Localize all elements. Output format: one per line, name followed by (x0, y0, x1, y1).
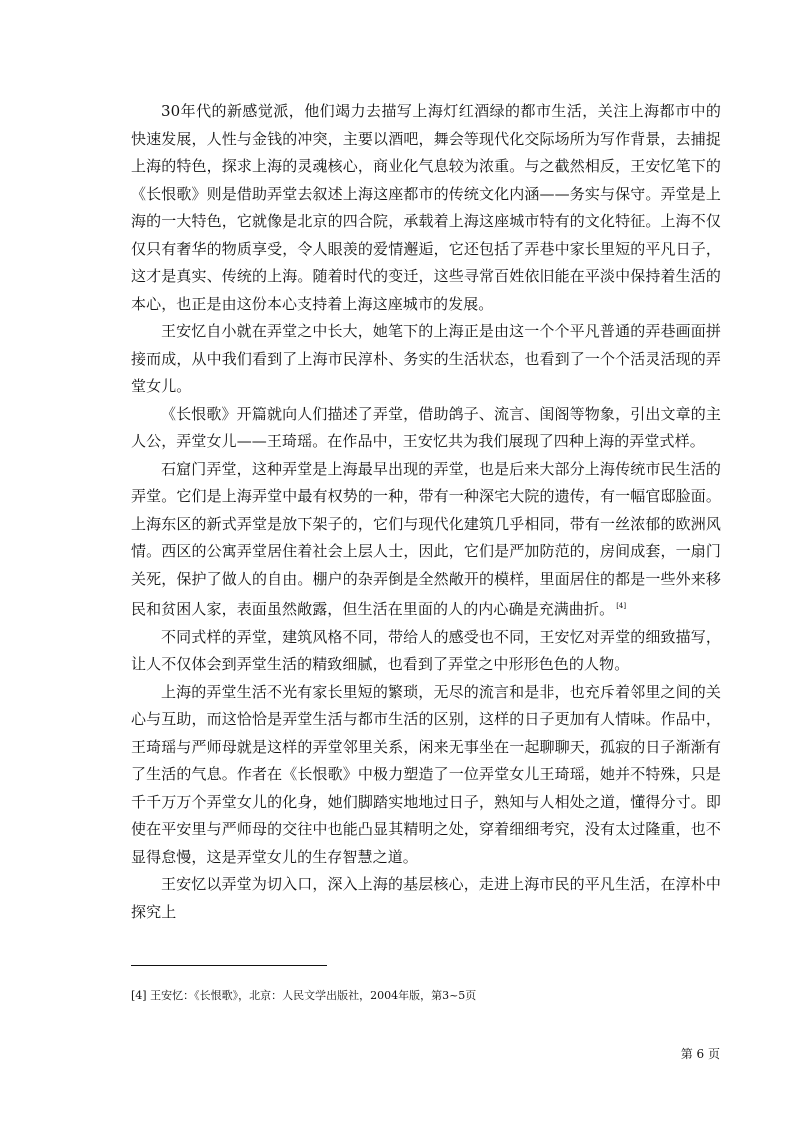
footnote-reference: [4] (616, 602, 627, 610)
paragraph-2: 王安忆自小就在弄堂之中长大，她笔下的上海正是由这一个个平凡普通的弄巷画面拼接而成，从中我们看到了上海市民淳朴、务实的生活状态，也看到了一个个活灵活现的弄堂女儿。 (131, 322, 721, 395)
body-text (131, 98, 721, 926)
paragraph-6: 上海的弄堂生活不光有家长里短的繁琐，无尽的流言和是非，也充斥着邻里之间的关心与互助，而这恰恰是弄堂生活与都市生活的区别，这样的日子更加有人情味。作品中，王琦瑶与严师母就是这样的弄堂邻里关系，闲来无事坐在一起聊聊天，孤寂的日子渐渐有了生活的气息。作者在《长恨歌》中极力塑造了一位弄堂女儿王琦瑶，她并不特殊，只是千千万万个弄堂女儿的化身，她们脚踏实地地过日子，熟知与人相处之道，懂得分寸。即使在平安里与严师母的交往中也能凸显其精明之处，穿着细细考究，没有太过隆重，也不显得怠慢，这是弄堂女儿的生存智慧之道。 (131, 682, 721, 866)
paragraph-1: 30年代的新感觉派，他们竭力去描写上海灯红酒绿的都市生活，关注上海都市中的快速发展，人性与金钱的冲突，主要以酒吧，舞会等现代化交际场所为写作背景，去捕捉上海的特色，探求上海的灵魂核心，商业化气息较为浓重。与之截然相反，王安忆笔下的《长恨歌》则是借助弄堂去叙述上海这座都市的传统文化内涵——务实与保守。弄堂是上海的一大特色，它就像是北京的四合院，承载着上海这座城市特有的文化特征。上海不仅仅只有奢华的物质享受，令人眼羡的爱情邂逅，它还包括了弄巷中家长里短的平凡日子，这才是真实、传统的上海。随着时代的变迁，这些寻常百姓依旧能在平淡中保持着生活的本心，也正是由这份本心支持着上海这座城市的发展。 (131, 102, 721, 313)
page-number: 第 6 页 (680, 1047, 720, 1061)
paragraph-7: 王安忆以弄堂为切入口，深入上海的基层核心，走进上海市民的平凡生活，在淳朴中探究上 (131, 875, 721, 921)
paragraph-4 (131, 456, 721, 624)
footnote-divider (131, 965, 327, 966)
paragraph-4-text: 石窟门弄堂，这种弄堂是上海最早出现的弄堂，也是后来大部分上海传统市民生活的弄堂。它们是上海弄堂中最有权势的一种，带有一种深宅大院的遗传，有一幅官邸脸面。上海东区的新式弄堂是放下架子的，它们与现代化建筑几乎相同，带有一丝浓郁的欧洲风情。西区的公寓弄堂居住着社会上层人士，因此，它们是严加防范的，房间成套，一扇门关死，保护了做人的自由。棚户的杂弄倒是全然敞开的模样，里面居住的都是一些外来移民和贫困人家，表面虽然敞露，但生活在里面的人的内心确是充满曲折。 (131, 459, 721, 618)
footnote: [4] 王安忆：《长恨歌》，北京：人民文学出版社，2004年版，第3~5页 (131, 989, 477, 1002)
paragraph-3: 《长恨歌》开篇就向人们描述了弄堂，借助鸽子、流言、闺阁等物象，引出文章的主人公，弄堂女儿——王琦瑶。在作品中，王安忆共为我们展现了四种上海的弄堂式样。 (131, 404, 721, 450)
paragraph-5: 不同式样的弄堂，建筑风格不同，带给人的感受也不同，王安忆对弄堂的细致描写，让人不仅体会到弄堂生活的精致细腻，也看到了弄堂之中形形色色的人物。 (131, 627, 721, 673)
